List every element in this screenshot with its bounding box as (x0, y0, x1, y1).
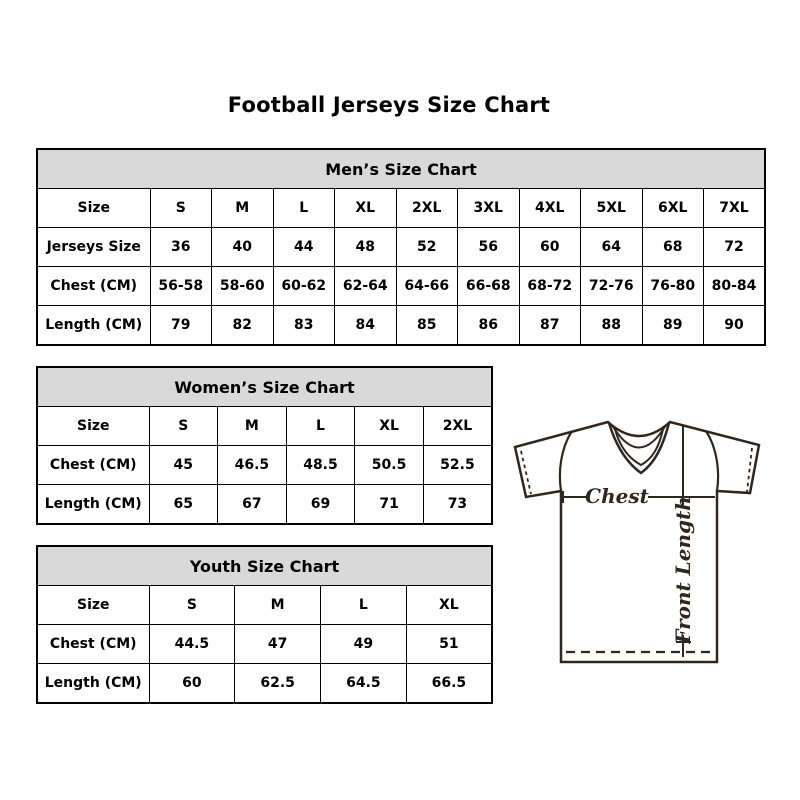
value-cell: 90 (704, 306, 766, 345)
value-cell: 2XL (423, 407, 492, 446)
row-label-cell: Size (37, 586, 149, 625)
value-cell: 44.5 (149, 625, 235, 664)
value-cell: XL (335, 189, 397, 228)
youth-size-table (36, 545, 493, 704)
value-cell: 7XL (704, 189, 766, 228)
youth-table-title: Youth Size Chart (37, 546, 492, 586)
womens-table-title: Women’s Size Chart (37, 367, 492, 407)
value-cell: M (218, 407, 287, 446)
jersey-measurement-diagram (500, 400, 780, 692)
value-cell: 60-62 (273, 267, 335, 306)
value-cell: 50.5 (355, 446, 424, 485)
value-cell: 80-84 (704, 267, 766, 306)
value-cell: 49 (321, 625, 407, 664)
table-header-row (37, 546, 492, 586)
table-row (37, 267, 765, 306)
table-header-row (37, 367, 492, 407)
table-row (37, 625, 492, 664)
value-cell: 47 (235, 625, 321, 664)
value-cell: 67 (218, 485, 287, 524)
value-cell: 62.5 (235, 664, 321, 703)
value-cell: 68-72 (519, 267, 581, 306)
chest-label: Chest (585, 484, 649, 508)
value-cell: 51 (406, 625, 492, 664)
value-cell: 68 (642, 228, 704, 267)
table-row (37, 407, 492, 446)
row-label-cell: Jerseys Size (37, 228, 150, 267)
value-cell: 71 (355, 485, 424, 524)
value-cell: 46.5 (218, 446, 287, 485)
table-row (37, 664, 492, 703)
page-title: Football Jerseys Size Chart (227, 93, 551, 117)
value-cell: 82 (212, 306, 274, 345)
table-row (37, 189, 765, 228)
value-cell: L (286, 407, 355, 446)
table-row (37, 485, 492, 524)
row-label-cell: Length (CM) (37, 306, 150, 345)
row-label-cell: Chest (CM) (37, 446, 149, 485)
table-header-row (37, 149, 765, 189)
value-cell: 4XL (519, 189, 581, 228)
table-row (37, 586, 492, 625)
value-cell: XL (355, 407, 424, 446)
value-cell: 48.5 (286, 446, 355, 485)
value-cell: XL (406, 586, 492, 625)
value-cell: 76-80 (642, 267, 704, 306)
value-cell: 56 (458, 228, 520, 267)
value-cell: 3XL (458, 189, 520, 228)
value-cell: 84 (335, 306, 397, 345)
value-cell: 2XL (396, 189, 458, 228)
jersey-icon (500, 400, 780, 692)
value-cell: 73 (423, 485, 492, 524)
value-cell: 56-58 (150, 267, 212, 306)
value-cell: 6XL (642, 189, 704, 228)
value-cell: 69 (286, 485, 355, 524)
value-cell: 52.5 (423, 446, 492, 485)
row-label-cell: Size (37, 189, 150, 228)
value-cell: L (321, 586, 407, 625)
value-cell: 64.5 (321, 664, 407, 703)
value-cell: 40 (212, 228, 274, 267)
row-label-cell: Chest (CM) (37, 625, 149, 664)
value-cell: 5XL (581, 189, 643, 228)
table-row (37, 306, 765, 345)
value-cell: 52 (396, 228, 458, 267)
value-cell: 86 (458, 306, 520, 345)
value-cell: 66.5 (406, 664, 492, 703)
front-length-label: Front Length (671, 496, 695, 644)
value-cell: 60 (149, 664, 235, 703)
value-cell: 60 (519, 228, 581, 267)
value-cell: 48 (335, 228, 397, 267)
value-cell: 45 (149, 446, 218, 485)
value-cell: M (212, 189, 274, 228)
value-cell: 66-68 (458, 267, 520, 306)
row-label-cell: Chest (CM) (37, 267, 150, 306)
value-cell: 65 (149, 485, 218, 524)
value-cell: 64-66 (396, 267, 458, 306)
value-cell: 83 (273, 306, 335, 345)
value-cell: 64 (581, 228, 643, 267)
mens-size-table (36, 148, 766, 346)
mens-table-title: Men’s Size Chart (37, 149, 765, 189)
row-label-cell: Length (CM) (37, 485, 149, 524)
value-cell: S (150, 189, 212, 228)
value-cell: 58-60 (212, 267, 274, 306)
value-cell: M (235, 586, 321, 625)
value-cell: 88 (581, 306, 643, 345)
value-cell: 72-76 (581, 267, 643, 306)
value-cell: 89 (642, 306, 704, 345)
value-cell: 62-64 (335, 267, 397, 306)
value-cell: S (149, 407, 218, 446)
row-label-cell: Size (37, 407, 149, 446)
value-cell: 44 (273, 228, 335, 267)
womens-size-table (36, 366, 493, 525)
value-cell: 87 (519, 306, 581, 345)
row-label-cell: Length (CM) (37, 664, 149, 703)
value-cell: S (149, 586, 235, 625)
value-cell: 36 (150, 228, 212, 267)
value-cell: 85 (396, 306, 458, 345)
value-cell: 72 (704, 228, 766, 267)
value-cell: 79 (150, 306, 212, 345)
table-row (37, 446, 492, 485)
table-row (37, 228, 765, 267)
value-cell: L (273, 189, 335, 228)
